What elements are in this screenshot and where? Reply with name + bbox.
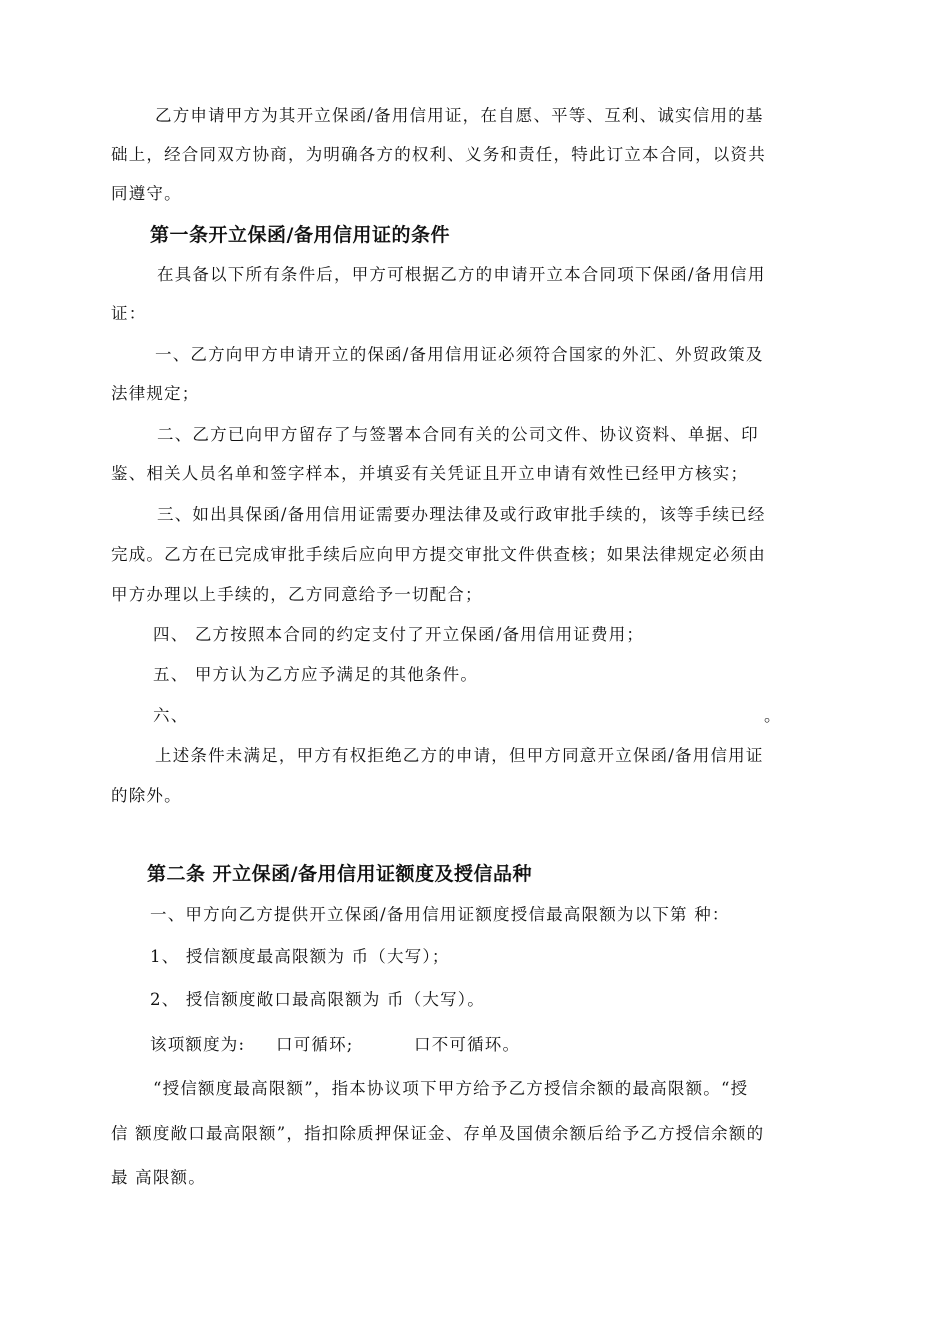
article-1-lead-line-2: 证： bbox=[111, 304, 147, 323]
option-non-revolving: 口不可循环。 bbox=[414, 1035, 521, 1054]
article-1-item-2-line-2: 鉴、相关人员名单和签字样本，并填妥有关凭证且开立申请有效性已经甲方核实； bbox=[111, 464, 749, 483]
article-2-sub-2: 2、 授信额度敞口最高限额为 币（大写）。 bbox=[150, 990, 485, 1009]
article-1-item-1-line-1: 一、乙方向甲方申请开立的保函/备用信用证必须符合国家的外汇、外贸政策及 bbox=[155, 345, 764, 364]
definition-line-2: 信 额度敞口最高限额”，指扣除质押保证金、存单及国债余额后给予乙方授信余额的 bbox=[111, 1124, 765, 1143]
intro-line-1: 乙方申请甲方为其开立保函/备用信用证，在自愿、平等、互利、诚实信用的基 bbox=[155, 106, 764, 125]
article-1-closing-line-2: 的除外。 bbox=[111, 786, 182, 805]
article-2-sub-1: 1、 授信额度最高限额为 币（大写）； bbox=[150, 947, 450, 966]
definition-line-3: 最 高限额。 bbox=[111, 1168, 206, 1187]
article-1-item-3-line-1: 三、如出具保函/备用信用证需要办理法律及或行政审批手续的，该等手续已经 bbox=[157, 505, 766, 524]
article-1-item-4: 四、 乙方按照本合同的约定支付了开立保函/备用信用证费用； bbox=[153, 625, 645, 644]
option-revolving: 口可循环; bbox=[276, 1035, 354, 1054]
article-1-item-3-line-3: 甲方办理以上手续的，乙方同意给予一切配合； bbox=[111, 585, 483, 604]
article-1-item-1-line-2: 法律规定； bbox=[111, 384, 200, 403]
article-2-title: 第二条 开立保函/备用信用证额度及授信品种 bbox=[147, 863, 533, 885]
article-1-title: 第一条开立保函/备用信用证的条件 bbox=[150, 224, 450, 246]
article-1-lead-line-1: 在具备以下所有条件后，甲方可根据乙方的申请开立本合同项下保函/备用信用 bbox=[157, 265, 766, 284]
quota-label: 该项额度为: bbox=[150, 1035, 246, 1054]
article-1-item-6-end: 。 bbox=[764, 706, 782, 725]
intro-line-2: 础上，经合同双方协商，为明确各方的权利、义务和责任，特此订立本合同，以资共 bbox=[111, 145, 766, 164]
article-1-item-2-line-1: 二、乙方已向甲方留存了与签署本合同有关的公司文件、协议资料、单据、印 bbox=[157, 425, 759, 444]
definition-line-1: “授信额度最高限额”，指本协议项下甲方给予乙方授信余额的最高限额。“授 bbox=[153, 1079, 749, 1098]
intro-line-3: 同遵守。 bbox=[111, 184, 182, 203]
article-1-closing-line-1: 上述条件未满足，甲方有权拒绝乙方的申请，但甲方同意开立保函/备用信用证 bbox=[155, 746, 764, 765]
article-1-item-6-label: 六、 bbox=[153, 706, 189, 725]
article-1-item-3-line-2: 完成。乙方在已完成审批手续后应向甲方提交审批文件供查核；如果法律规定必须由 bbox=[111, 545, 766, 564]
article-2-item-1: 一、甲方向乙方提供开立保函/备用信用证额度授信最高限额为以下第 种： bbox=[150, 905, 730, 924]
article-1-item-5: 五、 甲方认为乙方应予满足的其他条件。 bbox=[153, 665, 479, 684]
